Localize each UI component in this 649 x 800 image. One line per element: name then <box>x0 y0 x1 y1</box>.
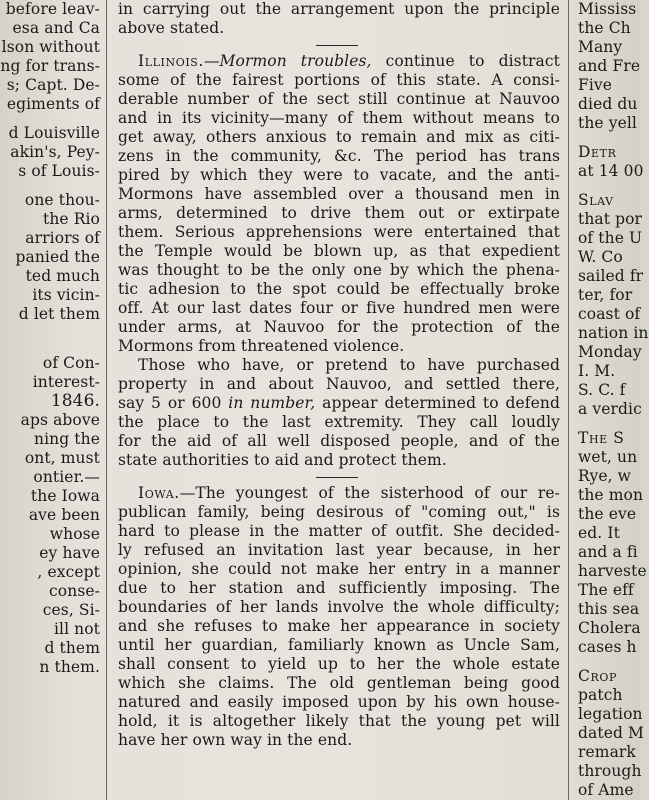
iowa-line: which she claims. The old gentleman being good <box>118 674 560 692</box>
illinois-2-text: appear determined to defend <box>315 394 560 412</box>
iowa-line: hold, it is altogether likely that the young pet will <box>118 712 560 730</box>
illinois-line: some of the fairest portions of this state. A consi- <box>118 71 560 89</box>
left-line: d them <box>44 639 100 657</box>
illinois-heading-dash: — <box>203 52 220 70</box>
illinois-line: Mormons from threatened violence. <box>118 337 405 355</box>
illinois-line: under arms, at Nauvoo for the protection of the <box>118 318 560 336</box>
right-line: a verdic <box>578 400 642 418</box>
illinois-line: Mormons have assembled over a thousand men in <box>118 185 560 203</box>
right-line: The eff <box>578 581 634 599</box>
illinois-2-text: say 5 or 600 <box>118 394 229 412</box>
iowa-line: ly refused an invitation last year because, in her <box>118 541 560 559</box>
left-line: conse- <box>49 582 100 600</box>
left-line: d let them <box>18 305 100 323</box>
left-line: d Louisville <box>8 124 100 142</box>
left-line: lson without <box>1 38 100 56</box>
right-line: nation in <box>578 324 649 342</box>
right-line: W. Co <box>578 248 623 266</box>
illinois-first-line <box>110 52 564 71</box>
right-gap <box>572 657 640 667</box>
right-line: of the U <box>578 229 643 247</box>
right-line: remark <box>578 743 636 761</box>
right-line: Slav <box>578 191 614 209</box>
illinois-2-line: the place to the last extremity. They call loudly <box>118 413 560 431</box>
illinois-line: and in its vicinity—many of them without means to <box>118 109 560 127</box>
illinois-line: arms, determined to drive them out or extirpate <box>118 204 560 222</box>
illinois-2-line: Those who have, or pretend to have purchased <box>138 356 560 374</box>
illinois-topic: Mormon troubles, <box>219 52 372 70</box>
illinois-line: pired by which they were to vacate, and the anti- <box>118 166 560 184</box>
left-column <box>0 0 104 800</box>
illinois-line: derable number of the sect still continue at Nauvoo <box>118 90 560 108</box>
left-line: ontier.— <box>33 468 100 486</box>
right-line: of Ame <box>578 781 634 799</box>
left-line: s; Capt. De- <box>6 76 100 94</box>
illinois-line: was thought to be the only one by which the phena- <box>118 261 560 279</box>
iowa-line: shall consent to yield up to her the whole estate <box>118 655 560 673</box>
right-line: the eve <box>578 505 637 523</box>
right-line: and a fi <box>578 543 638 561</box>
section-divider <box>110 470 564 484</box>
left-line: the Iowa <box>30 487 100 505</box>
left-line: , except <box>37 563 100 581</box>
right-line: through <box>578 762 642 780</box>
middle-column <box>110 0 564 800</box>
left-line: arriors of <box>25 229 100 247</box>
right-line: patch <box>578 686 623 704</box>
illinois-first-line-rest: continue to distract <box>371 52 560 70</box>
right-line: ter, for <box>578 286 633 304</box>
right-line: Many <box>578 38 623 56</box>
left-line: ave been <box>28 506 100 524</box>
iowa-line: publican family, being desirous of "coming out," is <box>118 503 560 521</box>
left-line: aps above <box>20 411 100 429</box>
right-line: coast of <box>578 305 641 323</box>
left-gap <box>0 114 104 124</box>
section-divider <box>110 38 564 52</box>
left-line: the Rio <box>43 210 100 228</box>
left-gap <box>0 344 104 354</box>
illinois-2-italic: in number, <box>228 394 316 412</box>
left-line: ng for trans- <box>0 57 100 75</box>
right-line: dated M <box>578 724 644 742</box>
right-line: this sea <box>578 600 640 618</box>
left-line: n them. <box>39 658 100 676</box>
left-line: before leav- <box>5 0 100 18</box>
left-line: one thou- <box>24 191 100 209</box>
left-line: interest- <box>32 373 100 391</box>
illinois-2-line-mixed <box>110 394 564 413</box>
illinois-line: them. Serious apprehensions were entertained that <box>118 223 560 241</box>
intro-line: above stated. <box>118 19 225 37</box>
right-line: sailed fr <box>578 267 644 285</box>
right-column <box>572 0 649 800</box>
left-line: ey have <box>39 544 100 562</box>
right-line: harveste <box>578 562 647 580</box>
illinois-heading: Illinois. <box>138 52 204 70</box>
right-line: wet, un <box>578 448 638 466</box>
right-line: at 14 00 <box>578 162 644 180</box>
right-gap <box>572 419 640 429</box>
right-line: I. M. <box>578 362 616 380</box>
left-gap <box>0 324 104 334</box>
left-line: s of Louis- <box>18 162 100 180</box>
right-line: The S <box>578 429 625 447</box>
column-rule-left <box>106 0 107 800</box>
iowa-line: natured and easily imposed upon by his own house- <box>118 693 560 711</box>
right-line: the yell <box>578 114 637 132</box>
left-line: whose <box>49 525 100 543</box>
left-line: esa and Ca <box>12 19 100 37</box>
right-line: Five <box>578 76 613 94</box>
left-line: 1846. <box>50 391 100 411</box>
left-line: akin's, Pey- <box>10 143 100 161</box>
illinois-2-line: property in and about Nauvoo, and settled there, <box>118 375 560 393</box>
right-line: S. C. f <box>578 381 626 399</box>
iowa-heading: Iowa. <box>138 484 180 502</box>
right-line: Cholera <box>578 619 641 637</box>
iowa-line: boundaries of her lands involve the whole difficulty; <box>118 598 560 616</box>
right-gap <box>572 133 640 143</box>
right-line: the Ch <box>578 19 631 37</box>
left-line: ill not <box>53 620 100 638</box>
illinois-2-line: state authorities to aid and protect them. <box>118 451 447 469</box>
left-line: egiments of <box>6 95 100 113</box>
right-line: ed. It <box>578 524 620 542</box>
iowa-line: opinion, she could not make her entry in a manner <box>118 560 560 578</box>
right-line: Crop <box>578 667 617 685</box>
intro-line: in carrying out the arrangement upon the principle <box>118 0 560 18</box>
right-line: died du <box>578 95 638 113</box>
illinois-line: tic adhesion to the spot could be effectually broke <box>118 280 560 298</box>
left-gap <box>0 181 104 191</box>
iowa-line: due to her station and sufficiently imposing. The <box>118 579 560 597</box>
illinois-2-line: for the aid of all well disposed people, and of the <box>118 432 560 450</box>
right-gap <box>572 181 640 191</box>
right-line: that por <box>578 210 643 228</box>
left-line: ces, Si- <box>42 601 100 619</box>
left-line: ont, must <box>24 449 100 467</box>
right-line: cases h <box>578 638 637 656</box>
iowa-first-line <box>110 484 564 503</box>
left-line: panied the <box>15 248 100 266</box>
right-line: legation <box>578 705 643 723</box>
left-gap <box>0 334 104 344</box>
iowa-line: until her guardian, familiarly known as Uncle Sam, <box>118 636 560 654</box>
right-line: the mon <box>578 486 644 504</box>
iowa-line: hard to please in the matter of outfit. She decided- <box>118 522 560 540</box>
left-line: its vicin- <box>32 286 100 304</box>
iowa-first-line-rest: —The youngest of the sisterhood of our re- <box>179 484 560 502</box>
left-line: ted much <box>25 267 100 285</box>
illinois-line: the Temple would be blown up, as that expedient <box>118 242 560 260</box>
right-line: Rye, w <box>578 467 632 485</box>
iowa-line: and she refuses to make her appearance in society <box>118 617 560 635</box>
right-line: Monday <box>578 343 642 361</box>
right-line: and Fre <box>578 57 641 75</box>
illinois-line: zens in the community, &c. The period has trans <box>118 147 560 165</box>
right-line: Detr <box>578 143 617 161</box>
left-line: ning the <box>34 430 100 448</box>
left-line: of Con- <box>42 354 100 372</box>
illinois-line: off. At our last dates four or five hundred men were <box>118 299 560 317</box>
illinois-line: get away, others anxious to remain and mix as citi- <box>118 128 560 146</box>
iowa-line: have her own way in the end. <box>118 731 353 749</box>
right-line: Mississ <box>578 0 637 18</box>
column-rule-right <box>568 0 569 800</box>
